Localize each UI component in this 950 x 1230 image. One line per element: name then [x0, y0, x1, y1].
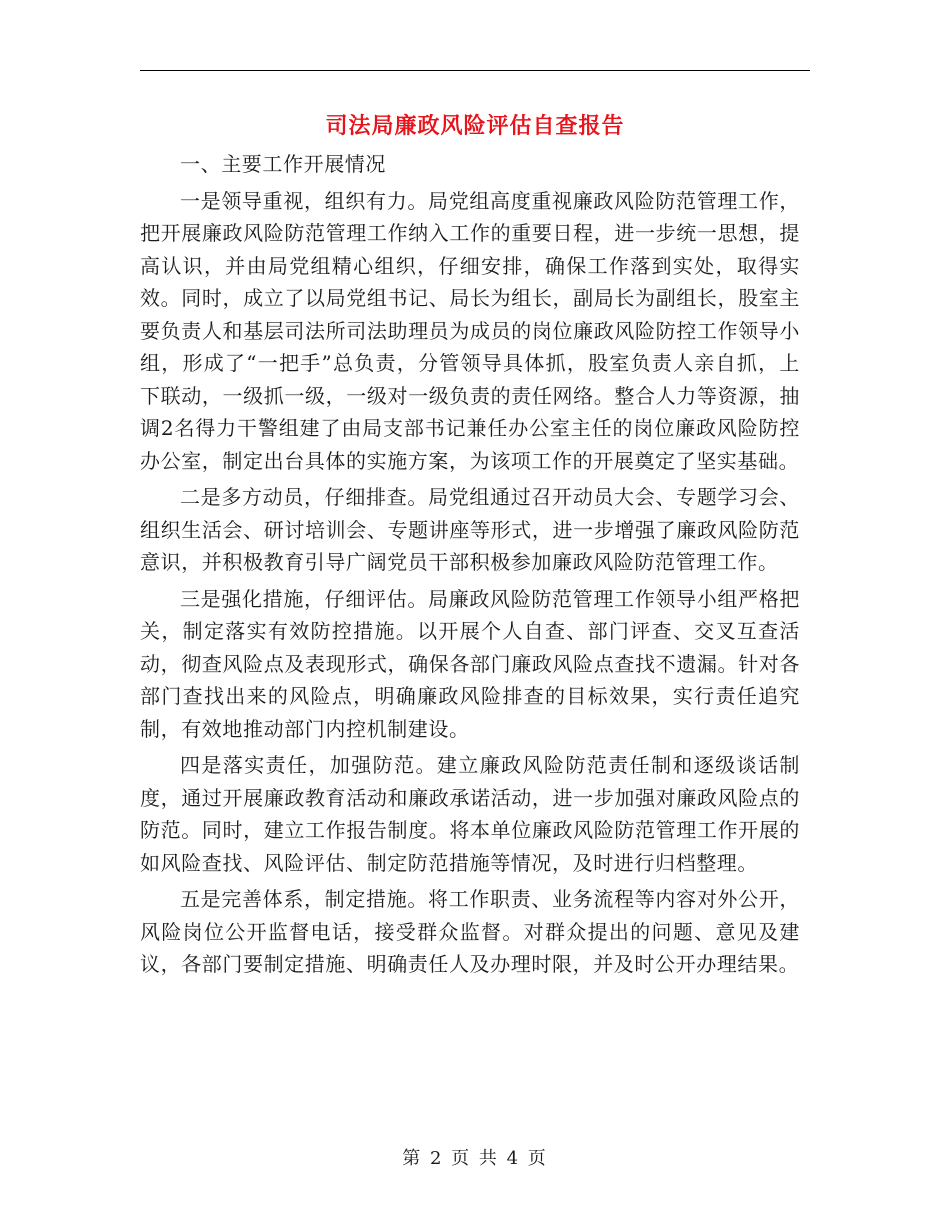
document-title: 司法局廉政风险评估自查报告 [325, 113, 625, 139]
paragraph-2: 二是多方动员，仔细排查。局党组通过召开动员大会、专题学习会、组织生活会、研讨培训会、专题讲座等形式，进一步增强了廉政风险防范意识，并积极教育引导广阔党员干部积极参加廉政风险防范管理工作。 [140, 485, 800, 574]
document-body [140, 148, 800, 981]
paragraph-1: 一是领导重视，组织有力。局党组高度重视廉政风险防范管理工作，把开展廉政风险防范管理工作纳入工作的重要日程，进一步统一思想，提高认识，并由局党组精心组织，仔细安排，确保工作落到实处，取得实效。同时，成立了以局党组书记、局长为组长，副局长为副组长，股室主要负责人和基层司法所司法助理员为成员的岗位廉政风险防控工作领导小组，形成了“一把手”总负责，分管领导具体抓，股室负责人亲自抓，上下联动，一级抓一级，一级对一级负责的责任网络。整合人力等资源，抽调2名得力干警组建了由局支部书记兼任办公室主任的岗位廉政风险防控办公室，制定出台具体的实施方案，为该项工作的开展奠定了坚实基础。 [140, 188, 800, 473]
page-number: 第 2 页 共 4 页 [402, 1148, 548, 1169]
paragraph-4: 四是落实责任，加强防范。建立廉政风险防范责任制和逐级谈话制度，通过开展廉政教育活动和廉政承诺活动，进一步加强对廉政风险点的防范。同时，建立工作报告制度。将本单位廉政风险防范管理工作开展的如风险查找、风险评估、制定防范措施等情况，及时进行归档整理。 [140, 753, 800, 875]
paragraph-5: 五是完善体系，制定措施。将工作职责、业务流程等内容对外公开，风险岗位公开监督电话，接受群众监督。对群众提出的问题、意见及建议，各部门要制定措施、明确责任人及办理时限，并及时公开办理结果。 [140, 887, 800, 976]
header-rule [140, 70, 810, 71]
section-heading: 一、主要工作开展情况 [180, 152, 386, 176]
paragraph-3: 三是强化措施，仔细评估。局廉政风险防范管理工作领导小组严格把关，制定落实有效防控措施。以开展个人自查、部门评查、交叉互查活动，彻查风险点及表现形式，确保各部门廉政风险点查找不遗漏。针对各部门查找出来的风险点，明确廉政风险排查的目标效果，实行责任追究制，有效地推动部门内控机制建设。 [140, 586, 800, 741]
